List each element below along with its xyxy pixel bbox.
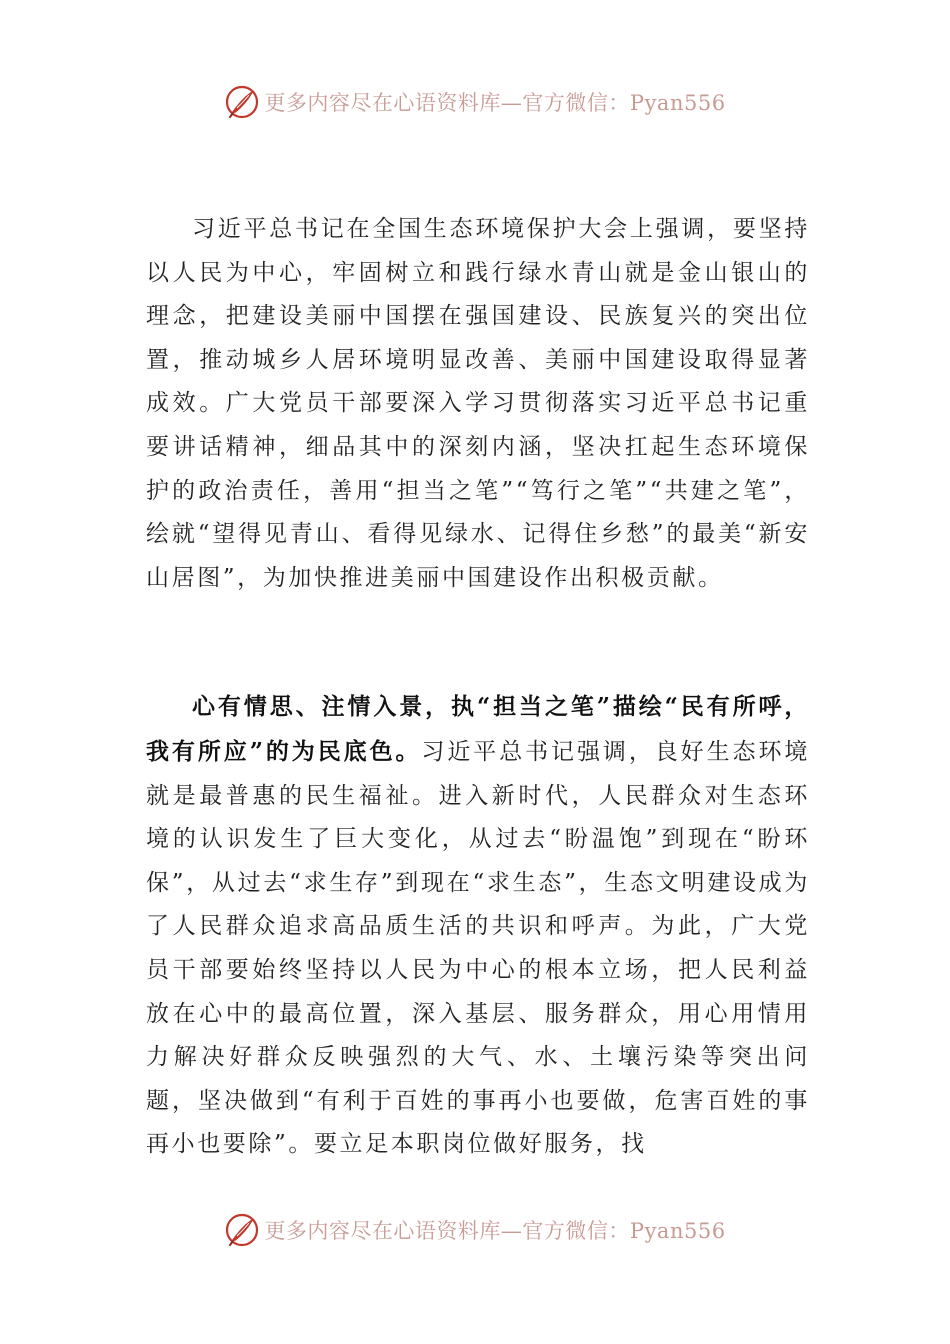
watermark-text: 更多内容尽在心语资料库—官方微信：Pyan556 [264, 1219, 726, 1243]
quill-pen-logo-icon [224, 84, 260, 120]
paragraph-2-heading: 心有情思、注情入景，执“担当之笔”描绘“民有所呼，我有所应”的为民底色。 [146, 693, 810, 765]
footer-watermark-banner [0, 1208, 950, 1252]
paragraph-2 [146, 685, 810, 1167]
quill-pen-logo-icon [224, 1212, 260, 1248]
document-body [146, 208, 810, 1167]
paragraph-1 [146, 208, 810, 600]
watermark-text: 更多内容尽在心语资料库—官方微信：Pyan556 [264, 91, 726, 115]
header-watermark-banner [0, 80, 950, 124]
paragraph-2-text: 习近平总书记强调，良好生态环境就是最普惠的民生福祉。进入新时代，人民群众对生态环境的认识发生了巨大变化，从过去“盼温饱”到现在“盼环保”，从过去“求生存”到现在“求生态”，生态文明建设成为了人民群众追求高品质生活的共识和呼声。为此，广大党员干部要始终坚持以人民为中心的根本立场，把人民利益放在心中的最高位置，深入基层、服务群众，用心用情用力解决好群众反映强烈的大气、水、土壤污染等突出问题，坚决做到“有利于百姓的事再小也要做，危害百姓的事再小也要除”。要立足本职岗位做好服务，找 [146, 738, 810, 1158]
paragraph-1-text: 习近平总书记在全国生态环境保护大会上强调，要坚持以人民为中心，牢固树立和践行绿水青山就是金山银山的理念，把建设美丽中国摆在强国建设、民族复兴的突出位置，推动城乡人居环境明显改善、美丽中国建设取得显著成效。广大党员干部要深入学习贯彻落实习近平总书记重要讲话精神，细品其中的深刻内涵，坚决扛起生态环境保护的政治责任，善用“担当之笔”“笃行之笔”“共建之笔”，绘就“望得见青山、看得见绿水、记得住乡愁”的最美“新安山居图”，为加快推进美丽中国建设作出积极贡献。 [146, 216, 810, 591]
